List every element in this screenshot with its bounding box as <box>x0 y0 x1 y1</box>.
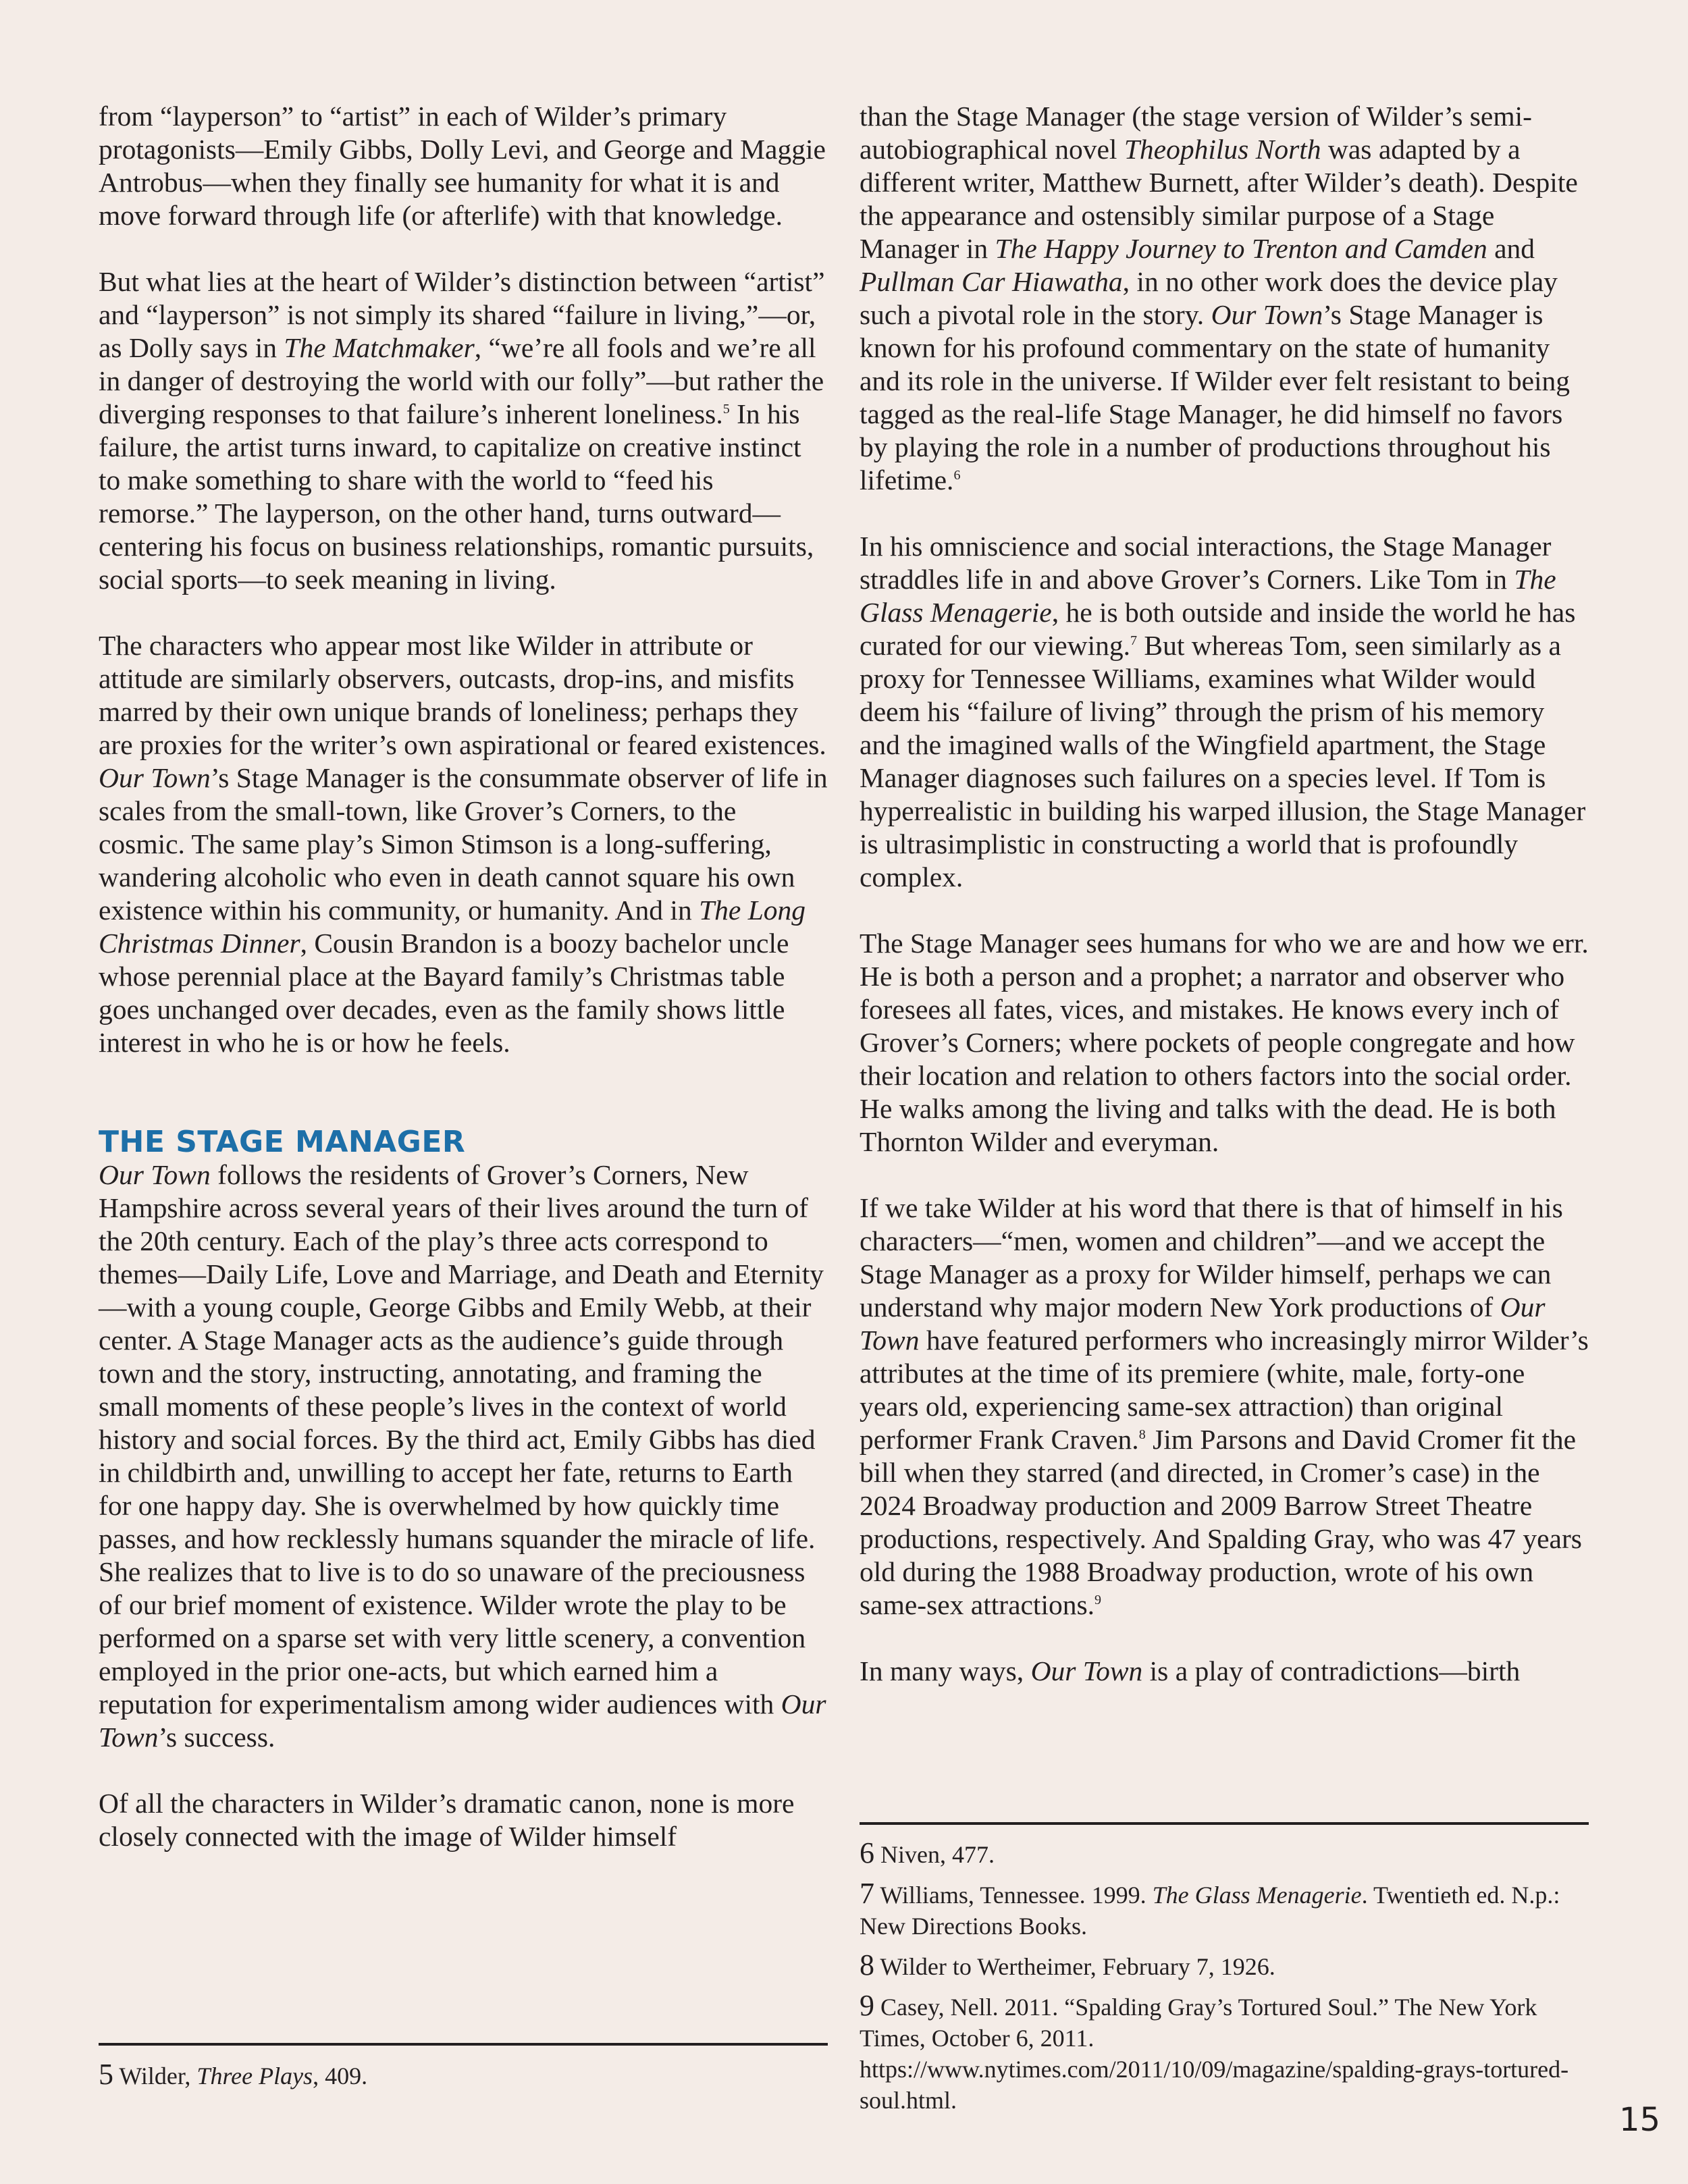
footnote-ref-5: 5 <box>722 402 730 417</box>
right-paragraph-2: In his omniscience and social interactions, the Stage Manager straddles life in and above Grover’s Corners. Like Tom in The Glass Menagerie, he is both outside and inside the world he has curated for our viewing.$^7$ But whereas Tom, seen similarly as a proxy for Tennessee Williams, examines what Wilder would deem his “failure of living” through the prism of his memory and the imagined walls of the Wingfield apartment, the Stage Manager diagnoses such failures on a species level. If Tom is hyperrealistic in building his warped illusion, the Stage Manager is ultrasimplistic in constructing a world that is profoundly complex. <box>860 531 1586 893</box>
footnote-ref-6: 6 <box>953 468 961 483</box>
right-paragraph-5: In many ways, Our Town is a play of contradictions—birth <box>860 1655 1521 1686</box>
left-paragraph-3: The characters who appear most like Wilder in attribute or attitude are similarly observers, outcasts, drop-ins, and misfits marred by their own unique brands of loneliness; perhaps they are proxies for the writer’s own aspirational or feared existences. Our Town’s Stage Manager is the consummate observer of life in scales from the small-town, like Grover’s Corners, to the cosmic. The same play’s Simon Stimson is a long-suffering, wandering alcoholic who even in death cannot square his own existence within his community, or humanity. And in The Long Christmas Dinner, Cousin Brandon is a boozy bachelor uncle whose perennial place at the Bayard family’s Christmas table goes unchanged over decades, even as the family shows little interest in who he is or how he feels. <box>99 630 828 1058</box>
left-paragraph-1: from “layperson” to “artist” in each of Wilder’s primary protagonists—Emily Gibbs, Dolly Levi, and George and Maggie Antrobus—when they finally see humanity for what it is and move forward through life (or afterlife) with that knowledge. <box>99 101 826 231</box>
footnote-rule-right <box>860 1822 1589 1825</box>
footnote-8: 8 Wilder to Wertheimer, February 7, 1926. <box>860 1948 1275 1981</box>
section-heading: THE STAGE MANAGER <box>99 1125 466 1159</box>
footnote-9: 9 Casey, Nell. 2011. “Spalding Gray’s Tortured Soul.” The New York Times, October 6, 2011. https://www.nytimes.com/2011/10/09/magazine/spalding-grays-tortured-soul.html. <box>860 1989 1569 2114</box>
footnote-7: 7 Williams, Tennessee. 1999. The Glass Menagerie. Twentieth ed. N.p.: New Directions Books. <box>860 1877 1560 1940</box>
left-paragraph-5: Of all the characters in Wilder’s dramatic canon, none is more closely connected with the image of Wilder himself <box>99 1788 795 1852</box>
left-paragraph-4: Our Town follows the residents of Grover’s Corners, New Hampshire across several years of their lives around the turn of the 20th century. Each of the play’s three acts correspond to themes—Daily Life, Love and Marriage, and Death and Eternity—with a young couple, George Gibbs and Emily Webb, at their center. A Stage Manager acts as the audience’s guide through town and the story, instructing, annotating, and framing the small moments of these people’s lives in the context of world history and social forces. By the third act, Emily Gibbs has died in childbirth and, unwilling to accept her fate, returns to Earth for one happy day. She is overwhelmed by how quickly time passes, and how recklessly humans squander the miracle of life. She realizes that to live is to do so unaware of the preciousness of our brief moment of existence. Wilder wrote the play to be performed on a sparse set with very little scenery, a convention employed in the prior one-acts, but which earned him a reputation for experimentalism among wider audiences with Our Town’s success. <box>99 1159 826 1753</box>
left-column <box>99 100 828 1853</box>
left-paragraph-2: But what lies at the heart of Wilder’s distinction between “artist” and “layperson” is not simply its shared “failure in living,”—or, as Dolly says in The Matchmaker, “we’re all fools and we’re all in danger of destroying the world with our folly”—but rather the diverging responses to that failure’s inherent loneliness.$^5$ In his failure, the artist turns inward, to capitalize on creative instinct to make something to share with the world to “feed his remorse.” The layperson, on the other hand, turns outward—centering his focus on business relationships, romantic pursuits, social sports—to seek meaning in living. <box>99 266 825 595</box>
page-number: 15 <box>1619 2101 1661 2139</box>
footnote-ref-8: 8 <box>1138 1427 1146 1443</box>
footnote-ref-7: 7 <box>1130 633 1138 649</box>
footnote-rule-left <box>99 2043 828 2046</box>
right-column <box>860 100 1589 1688</box>
footnote-6: 6 Niven, 477. <box>860 1836 995 1869</box>
right-paragraph-4: If we take Wilder at his word that there is that of himself in his characters—“men, women and children”—and we accept the Stage Manager as a proxy for Wilder himself, perhaps we can understand why major modern New York productions of Our Town have featured performers who increasingly mirror Wilder’s attributes at the time of its premiere (white, male, forty-one years old, experiencing same-sex attraction) than original performer Frank Craven.$^8$ Jim Parsons and David Cromer fit the bill when they starred (and directed, in Cromer’s case) in the 2024 Broadway production and 2009 Barrow Street Theatre productions, respectively. And Spalding Gray, who was 47 years old during the 1988 Broadway production, wrote of his own same-sex attractions.$^9$ <box>860 1192 1589 1620</box>
footnotes-right <box>860 1838 1589 2124</box>
right-paragraph-1: than the Stage Manager (the stage version of Wilder’s semi-autobiographical novel Theophilus North was adapted by a different writer, Matthew Burnett, after Wilder’s death). Despite the appearance and ostensibly similar purpose of a Stage Manager in The Happy Journey to Trenton and Camden and Pullman Car Hiawatha, in no other work does the device play such a pivotal role in the story. Our Town’s Stage Manager is known for his profound commentary on the state of humanity and its role in the universe. If Wilder ever felt resistant to being tagged as the real-life Stage Manager, he did himself no favors by playing the role in a number of productions throughout his lifetime.$^6$ <box>860 101 1578 496</box>
footnote-5: 5 Wilder, Three Plays, 409. <box>99 2058 368 2091</box>
footnote-ref-9: 9 <box>1094 1593 1102 1608</box>
right-paragraph-3: The Stage Manager sees humans for who we are and how we err. He is both a person and a prophet; a narrator and observer who foresees all fates, vices, and mistakes. He knows every inch of Grover’s Corners; where pockets of people congregate and how their location and relation to others factors into the social order. He walks among the living and talks with the dead. He is both Thornton Wilder and everyman. <box>860 928 1589 1157</box>
footnotes-left <box>99 2059 828 2100</box>
